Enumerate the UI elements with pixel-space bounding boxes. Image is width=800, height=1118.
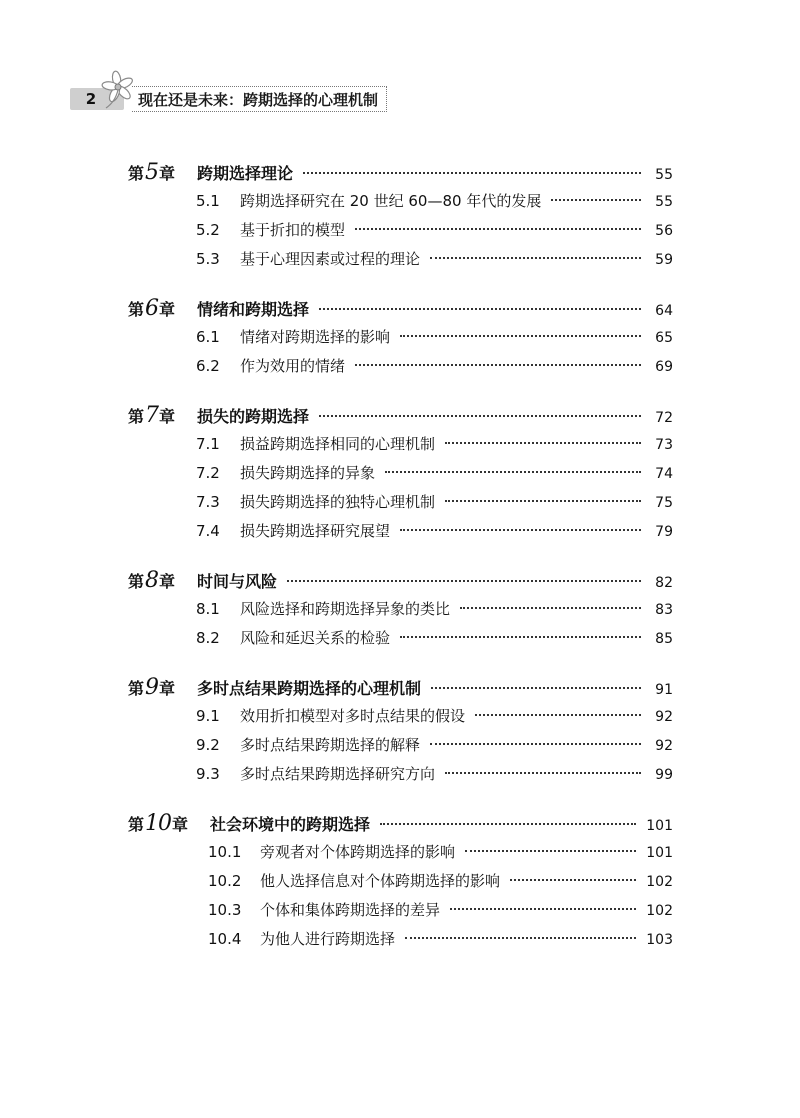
chapter-label [128, 294, 175, 324]
section-page-number: 74 [655, 466, 673, 482]
section-entry[interactable] [128, 867, 673, 896]
section-page-number: 55 [655, 194, 673, 210]
page-number: 2 [85, 90, 97, 108]
chapter-prefix: 第 [128, 679, 145, 698]
chapter-label [128, 158, 175, 188]
section-page-number: 101 [646, 845, 673, 861]
dot-leader [430, 743, 641, 745]
chapter-suffix: 章 [159, 572, 176, 591]
chapter-number: 7 [145, 403, 159, 428]
chapter-entry[interactable] [128, 401, 673, 430]
section-number: 10.4 [208, 930, 242, 948]
running-header [70, 78, 379, 109]
section-entry[interactable] [128, 430, 673, 459]
section-title: 他人选择信息对个体跨期选择的影响 [260, 872, 501, 890]
dot-leader [400, 529, 641, 531]
section-title: 效用折扣模型对多时点结果的假设 [240, 707, 466, 725]
chapter-group [128, 401, 673, 546]
chapter-title: 跨期选择理论 [197, 164, 294, 183]
dot-leader [355, 228, 641, 230]
section-title: 损失跨期选择的异象 [240, 464, 376, 482]
section-entry[interactable] [128, 702, 673, 731]
chapter-group [128, 158, 673, 274]
chapter-label [128, 401, 175, 431]
section-page-number: 99 [655, 767, 673, 783]
dot-leader [319, 308, 641, 310]
dot-leader [287, 580, 641, 582]
section-title: 跨期选择研究在 20 世纪 60—80 年代的发展 [240, 192, 542, 210]
section-number: 8.1 [196, 600, 220, 618]
section-number: 6.2 [196, 357, 220, 375]
section-title: 损益跨期选择相同的心理机制 [240, 435, 436, 453]
section-entry[interactable] [128, 245, 673, 274]
section-number: 7.4 [196, 522, 220, 540]
section-page-number: 103 [646, 932, 673, 948]
section-title: 个体和集体跨期选择的差异 [260, 901, 441, 919]
table-of-contents [128, 158, 673, 954]
chapter-number: 6 [145, 296, 159, 321]
section-title: 多时点结果跨期选择研究方向 [240, 765, 436, 783]
chapter-entry[interactable] [128, 566, 673, 595]
section-entry[interactable] [128, 488, 673, 517]
section-number: 10.3 [208, 901, 242, 919]
dot-leader [431, 687, 641, 689]
section-page-number: 83 [655, 602, 673, 618]
dot-leader [380, 823, 636, 825]
section-title: 风险选择和跨期选择异象的类比 [240, 600, 451, 618]
chapter-suffix: 章 [159, 407, 176, 426]
section-page-number: 102 [646, 874, 673, 890]
chapter-page-number: 72 [655, 410, 673, 426]
chapter-suffix: 章 [159, 300, 176, 319]
section-entry[interactable] [128, 216, 673, 245]
section-page-number: 79 [655, 524, 673, 540]
section-number: 10.1 [208, 843, 242, 861]
chapter-suffix: 章 [172, 815, 189, 834]
section-page-number: 85 [655, 631, 673, 647]
chapter-number: 9 [145, 675, 159, 700]
chapter-number: 10 [145, 811, 172, 836]
section-title: 风险和延迟关系的检验 [240, 629, 391, 647]
chapter-prefix: 第 [128, 815, 145, 834]
chapter-page-number: 64 [655, 303, 673, 319]
section-entry[interactable] [128, 731, 673, 760]
chapter-prefix: 第 [128, 164, 145, 183]
dot-leader [385, 471, 641, 473]
section-title: 基于心理因素或过程的理论 [240, 250, 421, 268]
chapter-group [128, 566, 673, 653]
dot-leader [465, 850, 636, 852]
chapter-title: 多时点结果跨期选择的心理机制 [197, 679, 422, 698]
section-page-number: 73 [655, 437, 673, 453]
chapter-prefix: 第 [128, 300, 145, 319]
section-entry[interactable] [128, 896, 673, 925]
chapter-entry[interactable] [128, 809, 673, 838]
running-title: 现在还是未来：跨期选择的心理机制 [138, 90, 379, 109]
section-entry[interactable] [128, 760, 673, 789]
section-entry[interactable] [128, 459, 673, 488]
section-page-number: 69 [655, 359, 673, 375]
section-number: 5.3 [196, 250, 220, 268]
dot-leader [400, 335, 641, 337]
section-page-number: 59 [655, 252, 673, 268]
section-number: 7.1 [196, 435, 220, 453]
chapter-entry[interactable] [128, 158, 673, 187]
dot-leader [445, 442, 641, 444]
running-title-box [132, 86, 387, 112]
section-title: 基于折扣的模型 [240, 221, 346, 239]
section-page-number: 92 [655, 709, 673, 725]
dot-leader [445, 500, 641, 502]
section-entry[interactable] [128, 517, 673, 546]
chapter-suffix: 章 [159, 164, 176, 183]
chapter-prefix: 第 [128, 572, 145, 591]
dot-leader [510, 879, 636, 881]
section-entry[interactable] [128, 838, 673, 867]
section-number: 5.2 [196, 221, 220, 239]
chapter-label [128, 809, 188, 839]
section-number: 5.1 [196, 192, 220, 210]
chapter-title: 时间与风险 [197, 572, 278, 591]
dot-leader [319, 415, 641, 417]
section-number: 6.1 [196, 328, 220, 346]
section-page-number: 56 [655, 223, 673, 239]
dot-leader [405, 937, 636, 939]
section-page-number: 65 [655, 330, 673, 346]
chapter-title: 损失的跨期选择 [197, 407, 310, 426]
chapter-group [128, 294, 673, 381]
section-number: 7.3 [196, 493, 220, 511]
section-page-number: 102 [646, 903, 673, 919]
chapter-number: 8 [145, 568, 159, 593]
chapter-group [128, 673, 673, 789]
section-title: 损失跨期选择研究展望 [240, 522, 391, 540]
section-number: 7.2 [196, 464, 220, 482]
section-entry[interactable] [128, 352, 673, 381]
dot-leader [551, 199, 641, 201]
section-entry[interactable] [128, 187, 673, 216]
chapter-label [128, 566, 175, 596]
section-number: 9.2 [196, 736, 220, 754]
chapter-suffix: 章 [159, 679, 176, 698]
dot-leader [400, 636, 641, 638]
section-title: 多时点结果跨期选择的解释 [240, 736, 421, 754]
section-number: 10.2 [208, 872, 242, 890]
chapter-page-number: 82 [655, 575, 673, 591]
chapter-page-number: 91 [655, 682, 673, 698]
section-entry[interactable] [128, 925, 673, 954]
section-title: 损失跨期选择的独特心理机制 [240, 493, 436, 511]
section-page-number: 75 [655, 495, 673, 511]
chapter-label [128, 673, 175, 703]
dot-leader [430, 257, 641, 259]
dot-leader [445, 772, 641, 774]
section-title: 旁观者对个体跨期选择的影响 [260, 843, 456, 861]
chapter-entry[interactable] [128, 294, 673, 323]
chapter-title: 社会环境中的跨期选择 [210, 815, 371, 834]
chapter-group [128, 809, 673, 954]
section-number: 9.1 [196, 707, 220, 725]
chapter-entry[interactable] [128, 673, 673, 702]
chapter-page-number: 101 [646, 818, 673, 834]
section-title: 为他人进行跨期选择 [260, 930, 396, 948]
section-entry[interactable] [128, 323, 673, 352]
chapter-number: 5 [145, 160, 159, 185]
chapter-prefix: 第 [128, 407, 145, 426]
chapter-title: 情绪和跨期选择 [197, 300, 310, 319]
section-title: 情绪对跨期选择的影响 [240, 328, 391, 346]
section-entry[interactable] [128, 624, 673, 653]
section-title: 作为效用的情绪 [240, 357, 346, 375]
dot-leader [460, 607, 641, 609]
chapter-page-number: 55 [655, 167, 673, 183]
dot-leader [355, 364, 641, 366]
dot-leader [475, 714, 641, 716]
section-entry[interactable] [128, 595, 673, 624]
dot-leader [303, 172, 641, 174]
section-number: 9.3 [196, 765, 220, 783]
dot-leader [450, 908, 636, 910]
section-number: 8.2 [196, 629, 220, 647]
section-page-number: 92 [655, 738, 673, 754]
